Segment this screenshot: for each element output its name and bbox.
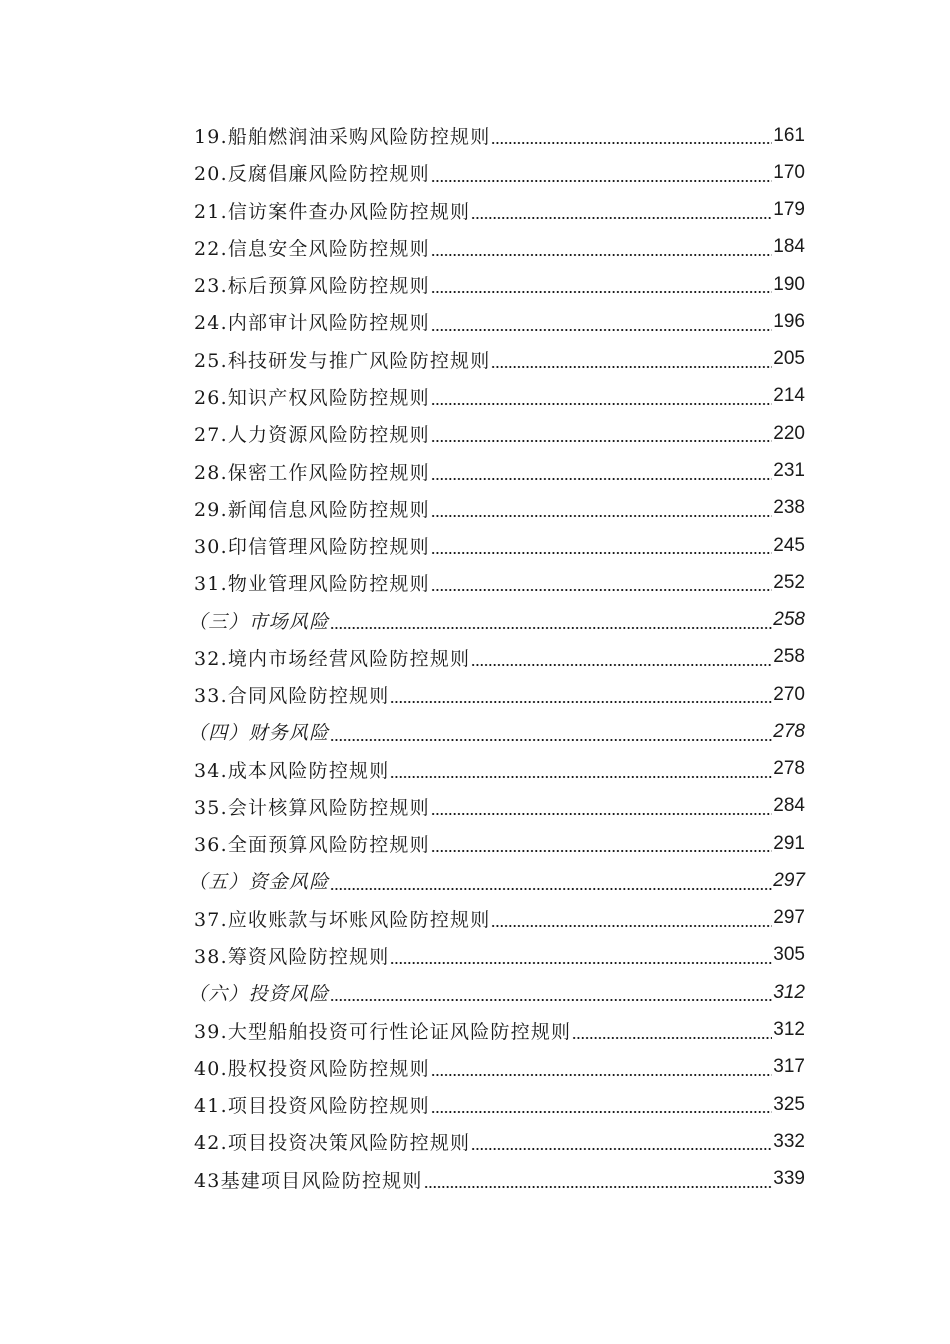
toc-entry-title: 25.科技研发与推广风险防控规则 (194, 349, 491, 372)
toc-entry-title: （五）资金风险 (188, 871, 330, 894)
toc-page-number: 220 (773, 422, 805, 444)
toc-entry-title: 31.物业管理风险防控规则 (194, 573, 430, 596)
toc-entry-title: 42.项目投资决策风险防控规则 (194, 1132, 471, 1155)
dot-leader (431, 163, 772, 183)
toc-entry-title: 22.信息安全风险防控规则 (194, 237, 430, 260)
toc-page-number: 245 (773, 534, 805, 556)
dot-leader (431, 796, 772, 816)
toc-entry-title: （四）财务风险 (188, 722, 330, 745)
toc-entry[interactable] (0, 229, 950, 266)
dot-leader (390, 759, 772, 779)
dot-leader (471, 1131, 772, 1151)
toc-entry-title: 21.信访案件查办风险防控规则 (194, 200, 471, 223)
dot-leader (330, 871, 772, 891)
toc-entry[interactable] (0, 117, 950, 154)
toc-page-number: 297 (773, 907, 805, 929)
toc-page-number: 252 (773, 571, 805, 593)
toc-entry[interactable] (0, 527, 950, 564)
toc-page-number: 325 (773, 1093, 805, 1115)
toc-entry[interactable] (0, 1011, 950, 1048)
toc-page-number: 317 (773, 1056, 805, 1078)
toc-entry-title: 35.会计核算风险防控规则 (194, 796, 430, 819)
toc-page-number: 184 (773, 236, 805, 258)
toc-entry-title: 28.保密工作风险防控规则 (194, 461, 430, 484)
toc-section-heading[interactable] (0, 713, 950, 750)
toc-entry-title: 34.成本风险防控规则 (194, 759, 390, 782)
toc-entry[interactable] (0, 937, 950, 974)
toc-entry[interactable] (0, 900, 950, 937)
toc-entry-title: 19.船舶燃润油采购风险防控规则 (194, 126, 491, 149)
toc-page-number: 231 (773, 460, 805, 482)
toc-entry-title: 36.全面预算风险防控规则 (194, 834, 430, 857)
toc-entry[interactable] (0, 415, 950, 452)
dot-leader (431, 1057, 772, 1077)
table-of-contents (0, 117, 950, 1198)
toc-entry-title: 43基建项目风险防控规则 (194, 1169, 423, 1192)
toc-entry[interactable] (0, 154, 950, 191)
toc-entry[interactable] (0, 1086, 950, 1123)
toc-entry-title: （三）市场风险 (188, 610, 330, 633)
toc-entry-title: 41.项目投资风险防控规则 (194, 1095, 430, 1118)
toc-entry[interactable] (0, 192, 950, 229)
toc-entry-title: 24.内部审计风险防控规则 (194, 312, 430, 335)
dot-leader (330, 610, 772, 630)
dot-leader (390, 684, 772, 704)
toc-entry-title: 30.印信管理风险防控规则 (194, 536, 430, 559)
dot-leader (471, 200, 772, 220)
dot-leader (390, 945, 772, 965)
dot-leader (431, 535, 772, 555)
toc-entry[interactable] (0, 452, 950, 489)
toc-entry[interactable] (0, 266, 950, 303)
toc-page-number: 161 (773, 124, 805, 146)
toc-page-number: 190 (773, 273, 805, 295)
toc-entry[interactable] (0, 1123, 950, 1160)
dot-leader (431, 572, 772, 592)
toc-section-heading[interactable] (0, 601, 950, 638)
toc-entry-title: 23.标后预算风险防控规则 (194, 275, 430, 298)
toc-entry-title: 32.境内市场经营风险防控规则 (194, 647, 471, 670)
toc-entry[interactable] (0, 788, 950, 825)
dot-leader (330, 982, 772, 1002)
toc-page-number: 278 (773, 720, 805, 742)
toc-page-number: 214 (773, 385, 805, 407)
toc-page-number: 179 (773, 199, 805, 221)
toc-entry-title: 20.反腐倡廉风险防控规则 (194, 163, 430, 186)
toc-entry[interactable] (0, 639, 950, 676)
toc-entry[interactable] (0, 341, 950, 378)
toc-entry-title: 40.股权投资风险防控规则 (194, 1057, 430, 1080)
toc-entry-title: 27.人力资源风险防控规则 (194, 424, 430, 447)
toc-page-number: 291 (773, 832, 805, 854)
dot-leader (431, 312, 772, 332)
toc-entry[interactable] (0, 1160, 950, 1197)
dot-leader (491, 908, 772, 928)
toc-entry[interactable] (0, 490, 950, 527)
dot-leader (330, 722, 772, 742)
dot-leader (572, 1020, 772, 1040)
toc-entry[interactable] (0, 825, 950, 862)
dot-leader (431, 833, 772, 853)
toc-page-number: 196 (773, 310, 805, 332)
toc-entry-title: 37.应收账款与坏账风险防控规则 (194, 908, 491, 931)
toc-page-number: 278 (773, 758, 805, 780)
toc-entry-title: 29.新闻信息风险防控规则 (194, 498, 430, 521)
dot-leader (491, 125, 772, 145)
toc-entry-title: 26.知识产权风险防控规则 (194, 386, 430, 409)
toc-section-heading[interactable] (0, 862, 950, 899)
toc-entry[interactable] (0, 303, 950, 340)
toc-entry[interactable] (0, 676, 950, 713)
toc-page-number: 312 (773, 981, 805, 1003)
dot-leader (491, 349, 772, 369)
toc-entry-title: 33.合同风险防控规则 (194, 685, 390, 708)
dot-leader (431, 386, 772, 406)
dot-leader (471, 647, 772, 667)
toc-entry[interactable] (0, 378, 950, 415)
dot-leader (431, 274, 772, 294)
toc-entry-title: 38.筹资风险防控规则 (194, 945, 390, 968)
toc-page-number: 284 (773, 795, 805, 817)
dot-leader (431, 461, 772, 481)
toc-page-number: 205 (773, 348, 805, 370)
toc-entry-title: （六）投资风险 (188, 983, 330, 1006)
toc-entry[interactable] (0, 1049, 950, 1086)
toc-page-number: 258 (773, 646, 805, 668)
toc-page-number: 339 (773, 1168, 805, 1190)
dot-leader (431, 1094, 772, 1114)
toc-entry[interactable] (0, 751, 950, 788)
dot-leader (431, 423, 772, 443)
toc-section-heading[interactable] (0, 974, 950, 1011)
toc-page-number: 238 (773, 497, 805, 519)
toc-page-number: 332 (773, 1130, 805, 1152)
dot-leader (424, 1169, 773, 1189)
toc-page-number: 170 (773, 161, 805, 183)
toc-entry-title: 39.大型船舶投资可行性论证风险防控规则 (194, 1020, 572, 1043)
dot-leader (431, 237, 772, 257)
dot-leader (431, 498, 772, 518)
toc-page-number: 305 (773, 944, 805, 966)
toc-page-number: 258 (773, 609, 805, 631)
toc-page-number: 297 (773, 869, 805, 891)
toc-page-number: 312 (773, 1019, 805, 1040)
toc-page-number: 270 (773, 683, 805, 705)
toc-entry[interactable] (0, 564, 950, 601)
